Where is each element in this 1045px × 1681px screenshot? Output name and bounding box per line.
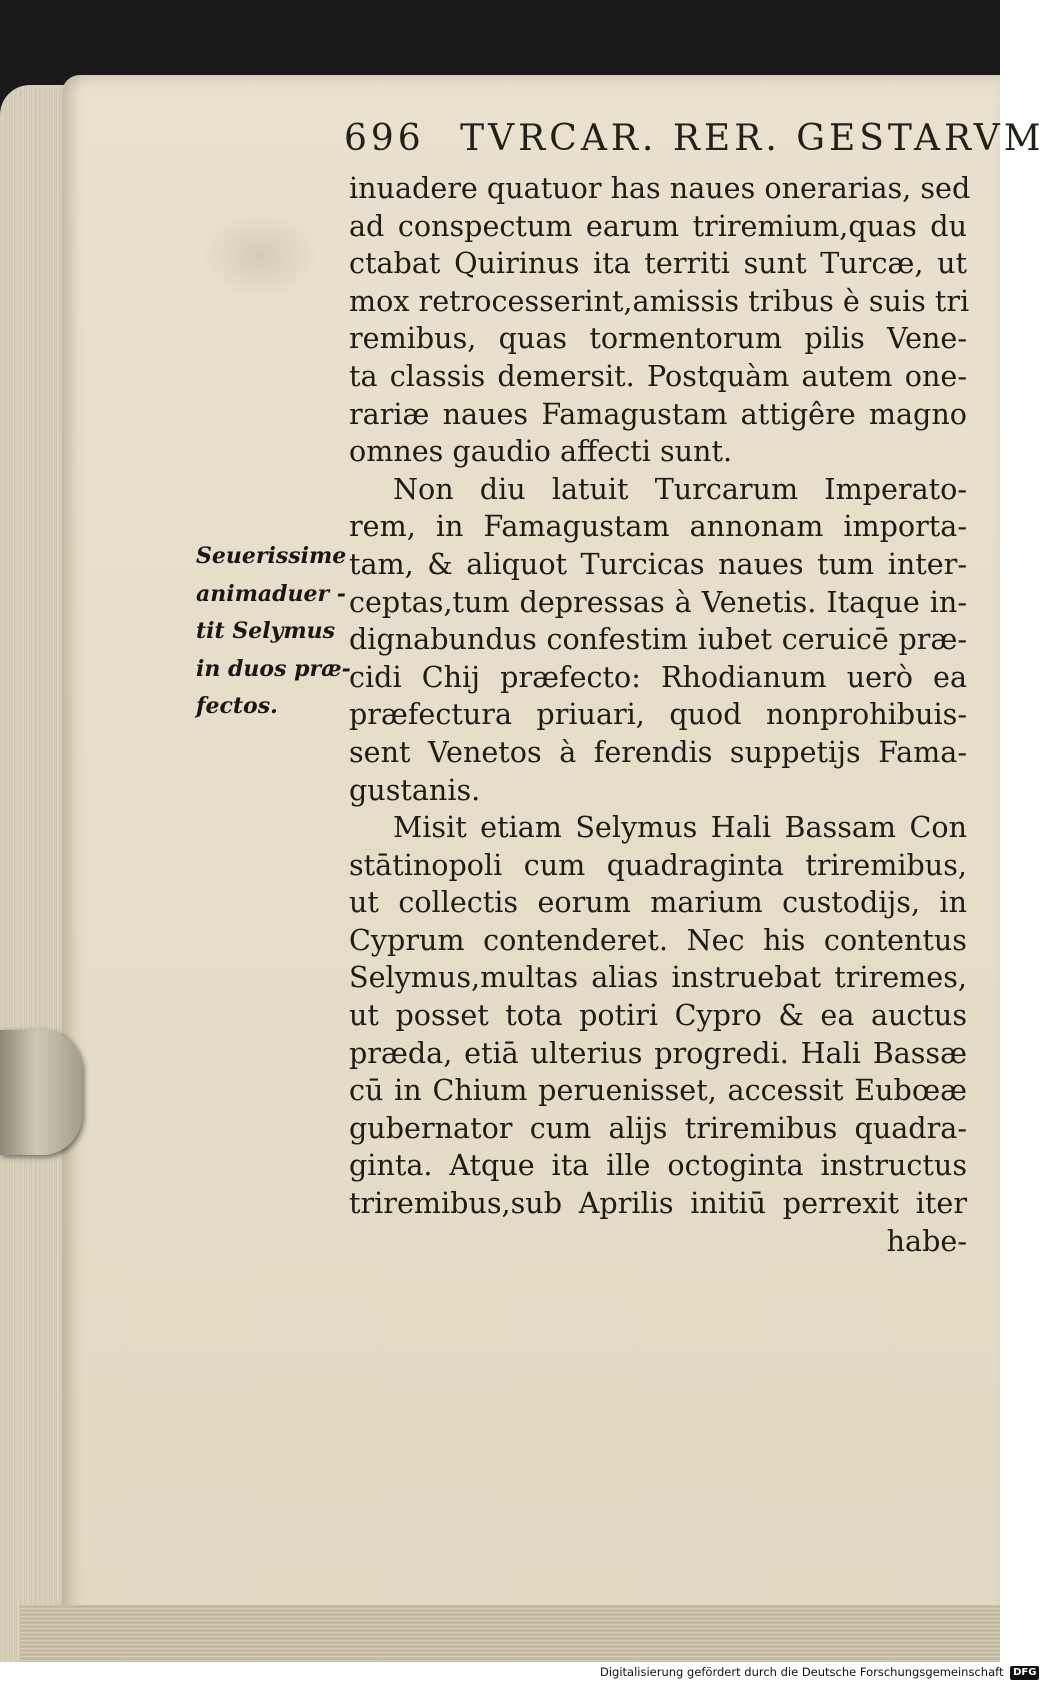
margin-note-line: animaduer - xyxy=(196,580,346,607)
marginal-note xyxy=(196,538,351,726)
text-line: Non diu latuit Turcarum Imperato- xyxy=(393,471,967,506)
running-header xyxy=(344,118,1045,159)
page-number: 696 xyxy=(344,118,425,159)
text-line: ut collectis eorum marium custodijs, in xyxy=(349,885,967,920)
text-line: inuadere quatuor has naues onerarias, sed xyxy=(349,171,971,205)
text-line: Selymus,multas alias instruebat triremes, xyxy=(349,960,967,995)
credit-text: Digitalisierung gefördert durch die Deutsche Forschungsgemeinschaft xyxy=(600,1665,1004,1679)
text-line: Misit etiam Selymus Hali Bassam Con xyxy=(393,810,967,845)
book-clamp xyxy=(0,1030,82,1155)
page-stack-edge xyxy=(0,85,70,1662)
text-line: ginta. Atque ita ille octoginta instructus xyxy=(349,1148,967,1183)
digitization-credit xyxy=(600,1664,1037,1681)
text-line: rem, in Famagustam annonam importa- xyxy=(349,509,967,544)
text-line: tam, & aliquot Turcicas naues tum inter- xyxy=(349,546,967,581)
text-line: mox retrocesserint,amissis tribus è suis tri xyxy=(349,283,970,318)
text-line: præfectura priuari, quod nonprohibuis- xyxy=(349,697,967,732)
text-line: ceptas,tum depressas à Venetis. Itaque in- xyxy=(349,584,967,619)
running-title: TVRCAR. RER. GESTARVM xyxy=(460,118,1045,159)
margin-note-line: in duos præ- xyxy=(196,655,351,682)
text-line: ad conspectum earum triremium,quas du xyxy=(349,208,967,243)
text-line: præda, etiā ulterius progredi. Hali Bassæ xyxy=(349,1035,967,1070)
text-line: stātinopoli cum quadraginta triremibus, xyxy=(349,847,967,882)
text-line: rariæ naues Famagustam attigêre magno xyxy=(349,396,967,431)
text-line: ctabat Quirinus ita territi sunt Turcæ, ut xyxy=(349,246,967,281)
body-text xyxy=(349,170,971,1260)
catchword: habe- xyxy=(886,1223,967,1258)
text-line: sent Venetos à ferendis suppetijs Fama- xyxy=(349,734,967,769)
text-line: Cyprum contenderet. Nec his contentus xyxy=(349,922,967,957)
text-line: omnes gaudio affecti sunt. xyxy=(349,434,733,469)
text-line: gubernator cum alijs triremibus quadra- xyxy=(349,1110,967,1145)
text-line: dignabundus confestim iubet ceruicē præ- xyxy=(349,622,967,657)
margin-note-line: tit Selymus xyxy=(196,618,336,644)
dfg-logo-icon: DFG xyxy=(1010,1666,1039,1680)
margin-note-line: fectos. xyxy=(196,693,278,719)
text-line: ut posset tota potiri Cypro & ea auctus xyxy=(349,998,967,1033)
text-line: cū in Chium peruenisset, accessit Eubœæ xyxy=(349,1073,967,1108)
text-line: cidi Chij præfecto: Rhodianum uerò ea xyxy=(349,659,967,694)
text-line: remibus, quas tormentorum pilis Vene- xyxy=(349,321,967,356)
page-stack-bottom xyxy=(20,1605,1000,1662)
text-line: ta classis demersit. Postquàm autem one- xyxy=(349,358,967,393)
text-line: gustanis. xyxy=(349,772,481,807)
ink-bleed-through xyxy=(200,210,320,300)
margin-note-line: Seuerissime xyxy=(196,543,347,569)
text-line: triremibus,sub Aprilis initiū perrexit iter xyxy=(349,1186,967,1221)
